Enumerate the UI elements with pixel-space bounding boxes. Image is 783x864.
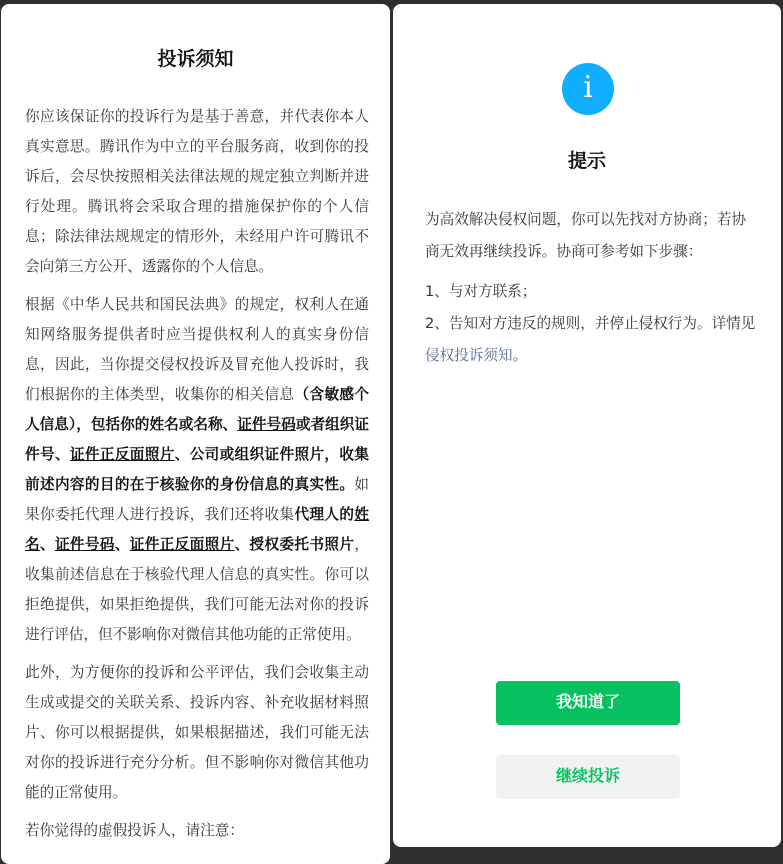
- notice-text: 如果你委托代理人进行投诉，我们还将收集: [25, 476, 369, 523]
- notice-bold: 代理人的: [294, 506, 355, 523]
- notice-text: ，收集前述信息在于核验代理人信息的真实性。你可以拒绝提供，如果拒绝提供，我们可能无法对你的投诉进行评估，但不影响你对微信其他功能的正常使用。: [25, 536, 369, 643]
- notice-paragraph-3: 此外，为方便你的投诉和公平评估，我们会收集主动生成或提交的关联关系、投诉内容、补充收据材料照片、你可以根据提供，如果根据描述，我们可能无法对你的投诉进行充分分析。但不影响你对微信其他功能的正常使用。: [25, 664, 369, 801]
- tip-step-1: 1、与对方联系；: [425, 283, 537, 300]
- info-icon: i: [562, 63, 614, 115]
- tip-title: 提示: [567, 150, 606, 172]
- notice-text: 根据《中华人民共和国民法典》的规定，权利人在通知网络服务提供者时应当提供权利人的真实身份信息，因此，当你提交侵权投诉及冒充他人投诉时，我们根据你的主体类型，收集你的相关信息: [25, 296, 369, 403]
- tip-step-2-text: 2、告知对方违反的规则，并停止侵权行为。详情见: [425, 315, 756, 332]
- notice-bold: 、公司或组织证件照片，收集前述内容的目的在于核验你的身份信息的真实性。: [25, 446, 369, 493]
- tip-step-2-suffix: 。: [512, 347, 528, 364]
- tip-intro: 为高效解决侵权问题，你可以先找对方协商；若协商无效再继续投诉。协商可参考如下步骤：: [425, 211, 747, 260]
- notice-bold-underline: 证件正反面照片: [129, 536, 235, 553]
- complaint-notice-title: 投诉须知: [157, 48, 234, 70]
- acknowledge-button[interactable]: 我知道了: [496, 681, 680, 725]
- notice-bold-underline: 证件号码: [54, 536, 115, 553]
- tip-body: [425, 204, 757, 372]
- notice-paragraph-1: 你应该保证你的投诉行为是基于善意，并代表你本人真实意思。腾讯作为中立的平台服务商，收到你的投诉后，会尽快按照相关法律法规的规定独立判断并进行处理。腾讯将会采取合理的措施保护你的个人信息；除法律法规规定的情形外，未经用户许可腾讯不会向第三方公开、透露你的个人信息。: [25, 108, 369, 275]
- notice-bold-underline: 证件号码: [237, 416, 296, 433]
- notice-bold-underline: 姓名: [25, 506, 369, 553]
- notice-bold: （含敏感个人信息），包括你的姓名或名称、: [25, 386, 369, 433]
- notice-bold: 、: [39, 536, 55, 553]
- tip-step-2: [425, 308, 757, 372]
- notice-bold: 、授权委托书照片: [234, 536, 355, 553]
- complaint-notice-body: [25, 102, 369, 854]
- infringement-notice-link[interactable]: 侵权投诉须知: [425, 347, 513, 364]
- continue-complaint-button[interactable]: 继续投诉: [496, 755, 680, 799]
- tip-dialog: [393, 4, 781, 847]
- notice-bold: 或者组织证件号、: [25, 416, 369, 463]
- notice-paragraph-2: [25, 290, 369, 650]
- notice-bold-underline: 证件正反面照片: [69, 446, 175, 463]
- notice-bold: 、: [114, 536, 130, 553]
- complaint-notice-panel: [1, 4, 390, 864]
- notice-paragraph-4: 若你觉得的虚假投诉人，请注意：: [25, 822, 244, 839]
